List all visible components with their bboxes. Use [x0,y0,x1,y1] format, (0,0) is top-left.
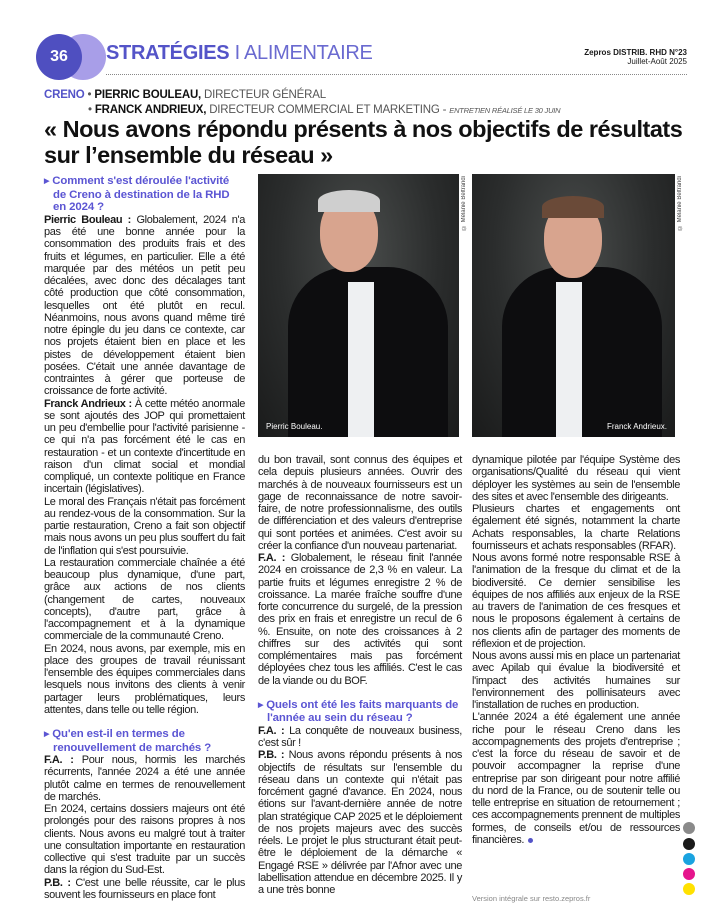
full-version-link[interactable]: Version intégrale sur resto.zepros.fr [472,894,591,903]
interview-note: ENTRETIEN RÉALISÉ LE 30 JUIN [449,106,561,115]
paragraph [258,725,462,750]
question-heading: ▶ Comment s'est déroulée l'activité de Creno à destination de la RHD en 2024 ? [44,175,245,214]
end-of-article-mark [528,838,533,843]
paragraph-text: dynamique pilotée par l'équipe Système des organisations/Qualité du réseau qui vient déployer les systèmes au sein de l'ensemble des sites et avec l'ensemble des dirigeants. [472,454,680,503]
article-column-2 [258,454,462,896]
paragraph-text: La restauration commerciale chaînée a été beaucoup plus dynamique, d'une part, grâce aux actions de nos clients (changement de cartes, nouveaux concepts), d'autre part, grâce à l'accompagnement et à la dynamique commerciale de la communauté Creno. [44,556,245,643]
paragraph [44,877,245,902]
brand-name: CRENO [44,89,85,101]
paragraph [472,552,680,650]
paragraph-text: Pour nous, hormis les marchés récurrents, l'année 2024 a été une année plutôt calme en termes de renouvellement de marchés. [44,754,245,803]
publication-title: Zepros DISTRIB. RHD N°23 [584,48,687,57]
paragraph [44,803,245,877]
paragraph [44,496,245,557]
byline: CRENO • PIERRIC BOULEAU, DIRECTEUR GÉNÉRAL • FRANCK ANDRIEUX, DIRECTEUR COMMERCIAL ET MARKETING - ENTRETIEN RÉALISÉ LE 30 JUIN [44,89,561,116]
speaker-label: F.A. : [258,724,290,737]
header-divider [106,74,687,75]
paragraph-text: Globalement, le réseau finit l'année 2024 en croissance de 2,3 % en valeur. La partie fruits et légumes enregistre 2 % de croissance. La marée fraîche souffre d'une forte concurrence du surgelé, de la pression des prix en frais et enregistre un recul de 6 %. Ensuite, on note des croissances à 2 chiffres sur des activités qui sont complémentaires mais pas forcément déployées chez tous les affiliés. C'est le cas de la viande ou du BOF. [258,552,463,687]
headline: « Nous avons répondu présents à nos objectifs de résultats sur l’ensemble du réseau » [44,116,683,168]
paragraph [472,454,680,503]
publication-info [584,48,687,66]
figure-hair [542,196,604,218]
paragraph [472,503,680,552]
registration-dot-magenta [683,868,695,880]
paragraph-text: Nous avons aussi mis en place un partenariat avec Apilab qui évalue la biodiversité et l'impact des activités humaines sur l'environnement des pollinisateurs avec l'installation de ruches en production. [472,650,680,711]
paragraph [44,754,245,803]
person2-name: FRANCK ANDRIEUX, [94,104,207,116]
paragraph-text: L'année 2024 a été également une année riche pour le réseau Creno dans les accompagnements des projets d'entreprise ; c'est la force du réseau de savoir et de pouvoir accompagner la reprise d'une entreprise par son dirigeant pour notre affilié du nord de la France, ou de soutenir telle ou telle entreprise en situation de retournement ; ces accompagnements prennent de multiples formes, de conseils et/ou de ressources financières. [472,711,680,846]
figure-hair [318,190,380,212]
registration-dot-yellow [683,883,695,895]
section-main: STRATÉGIES [106,42,230,64]
paragraph-text: En 2024, nous avons, par exemple, mis en place des groupes de travail réunissant l'ensemble des équipes commerciales dans lesquels nous invitons des clients à venir partager leurs problématiques, leurs attentes, dans telle ou telle région. [44,642,245,716]
speaker-label: P.B. : [258,749,289,762]
speaker-label: F.A. : [44,754,82,767]
paragraph-text: La conquête de nouveaux business, c'est sûr ! [258,724,462,750]
paragraph-text: Nous avons formé notre responsable RSE à l'animation de la fresque du climat et de la biodiversité. Ce dernier sensibilise les équipes de nos affiliés aux enjeux de la RSE au travers de l'animation de ces fresques et nous le proposons également à certains de nos clients afin de partager des moments de réflexion et de projection. [472,552,680,650]
photo-pierric-bouleau [258,174,459,437]
paragraph-text: Plusieurs chartes et engagements ont également été signés, notamment la charte Achats responsables, la charte Relations fournisseurs et achats responsables (RFAR). [472,503,680,552]
registration-dot-gray [683,822,695,834]
paragraph [44,398,245,496]
paragraph-text: En 2024, certains dossiers majeurs ont été prolongés pour des raisons propres à nos clients. Nous avons eu malgré tout à traiter une consultation importante en restauration collective qui s'est traduite par un succès dans la région du Sud-Est. [44,803,245,877]
paragraph [44,643,245,717]
photo-franck-andrieux [472,174,675,437]
figure-shirt [348,282,374,437]
question-heading: ▶ Qu'en est-il en termes de renouvellement de marchés ? [44,728,245,754]
paragraph-text: du bon travail, sont connus des équipes et cela depuis plusieurs années. Ouvrir des marchés à de nouveaux fournisseurs est un gage de reconnaissance de notre savoir-faire, de notre professionnalisme, des outils de différenciation et des valeurs d'entreprise qui sont portées et animées. C'est avoir su créer la confiance d'un nouveau partenariat. [258,454,462,552]
paragraph [472,650,680,711]
speaker-label: F.A. : [258,552,291,564]
section-sub: I ALIMENTAIRE [229,42,373,64]
person1-name: PIERRIC BOULEAU, [94,89,202,101]
registration-dot-black [683,838,695,850]
photo-caption: Pierric Bouleau. [266,422,323,431]
page-number: 36 [36,34,82,80]
section-title [106,42,373,65]
speaker-label: P.B. : [44,876,76,889]
photo-credit: © Mélanie Beltrandi [461,176,467,231]
article-column-1 [44,175,245,901]
speaker-label: Franck Andrieux : [44,397,135,410]
question-heading: ▶ Quels ont été les faits marquants de l'année au sein du réseau ? [258,699,462,725]
photo-credit: © Mélanie Beltrandi [677,176,683,231]
paragraph [472,711,680,846]
article-column-3 [472,454,680,846]
photo-caption: Franck Andrieux. [606,422,667,431]
paragraph-text: À cette météo anormale se sont ajoutés des JOP qui promettaient un peu d'embellie pour l'activité parisienne - ce qui n'a pas forcément été le cas en restauration - et un contexte d'incertitude en raison d'un climat social et mondial compliqué, un contexte politique en France incertain (législatives). [44,397,245,496]
person1-role: DIRECTEUR GÉNÉRAL [201,89,326,101]
paragraph [258,749,462,896]
figure-shirt [556,282,582,437]
paragraph-text: Globalement, 2024 n'a pas été une bonne année pour la consommation des produits frais et des fruits et légumes, en particulier. Elle a été marquée par des météos un petit peu décalées, avec donc des décalages tant côté production que côté consommation, lesquelles ont été plutôt en recul. Néanmoins, nous avons quand même tiré notre épingle du jeu dans ce contexte, car nos projets étaient bien en place et les pistes de développement étaient bien posées. C'était une année davantage de contraintes à gérer que porteuse de croissance de forte activité. [44,213,245,398]
paragraph [44,214,245,398]
figure-suit [502,267,662,437]
paragraph [44,557,245,643]
registration-dot-cyan [683,853,695,865]
speaker-label: Pierric Bouleau : [44,213,137,226]
paragraph [258,552,462,687]
paragraph [258,454,462,552]
paragraph-text: Le moral des Français n'était pas forcément au rendez-vous de la consommation. Sur la partie restauration, Creno a fait son objectif mais nous avons un peu plus souffert du fait de l'inflation qui s'est poursuivie. [44,495,245,557]
paragraph-text: Nous avons répondu présents à nos objectifs de résultats sur l'ensemble du réseau dans un contexte qui n'était pas forcément gagné d'avance. En 2024, nous étions sur l'avant-dernière année de notre plan stratégique CAP 2025 et le déploiement de nos projets majeurs avec des succès réels. Le projet le plus structurant était peut-être le déploiement de la démarche « Engagé RSE » délivrée par l'Afnor avec une labellisation attendue en décembre 2025. Il y a une très bonne [258,749,462,897]
person2-role: DIRECTEUR COMMERCIAL ET MARKETING [206,104,440,116]
paragraph-text: C'est une belle réussite, car le plus souvent les fournisseurs en place font [44,876,245,901]
issue-date: Juillet-Août 2025 [627,57,687,66]
